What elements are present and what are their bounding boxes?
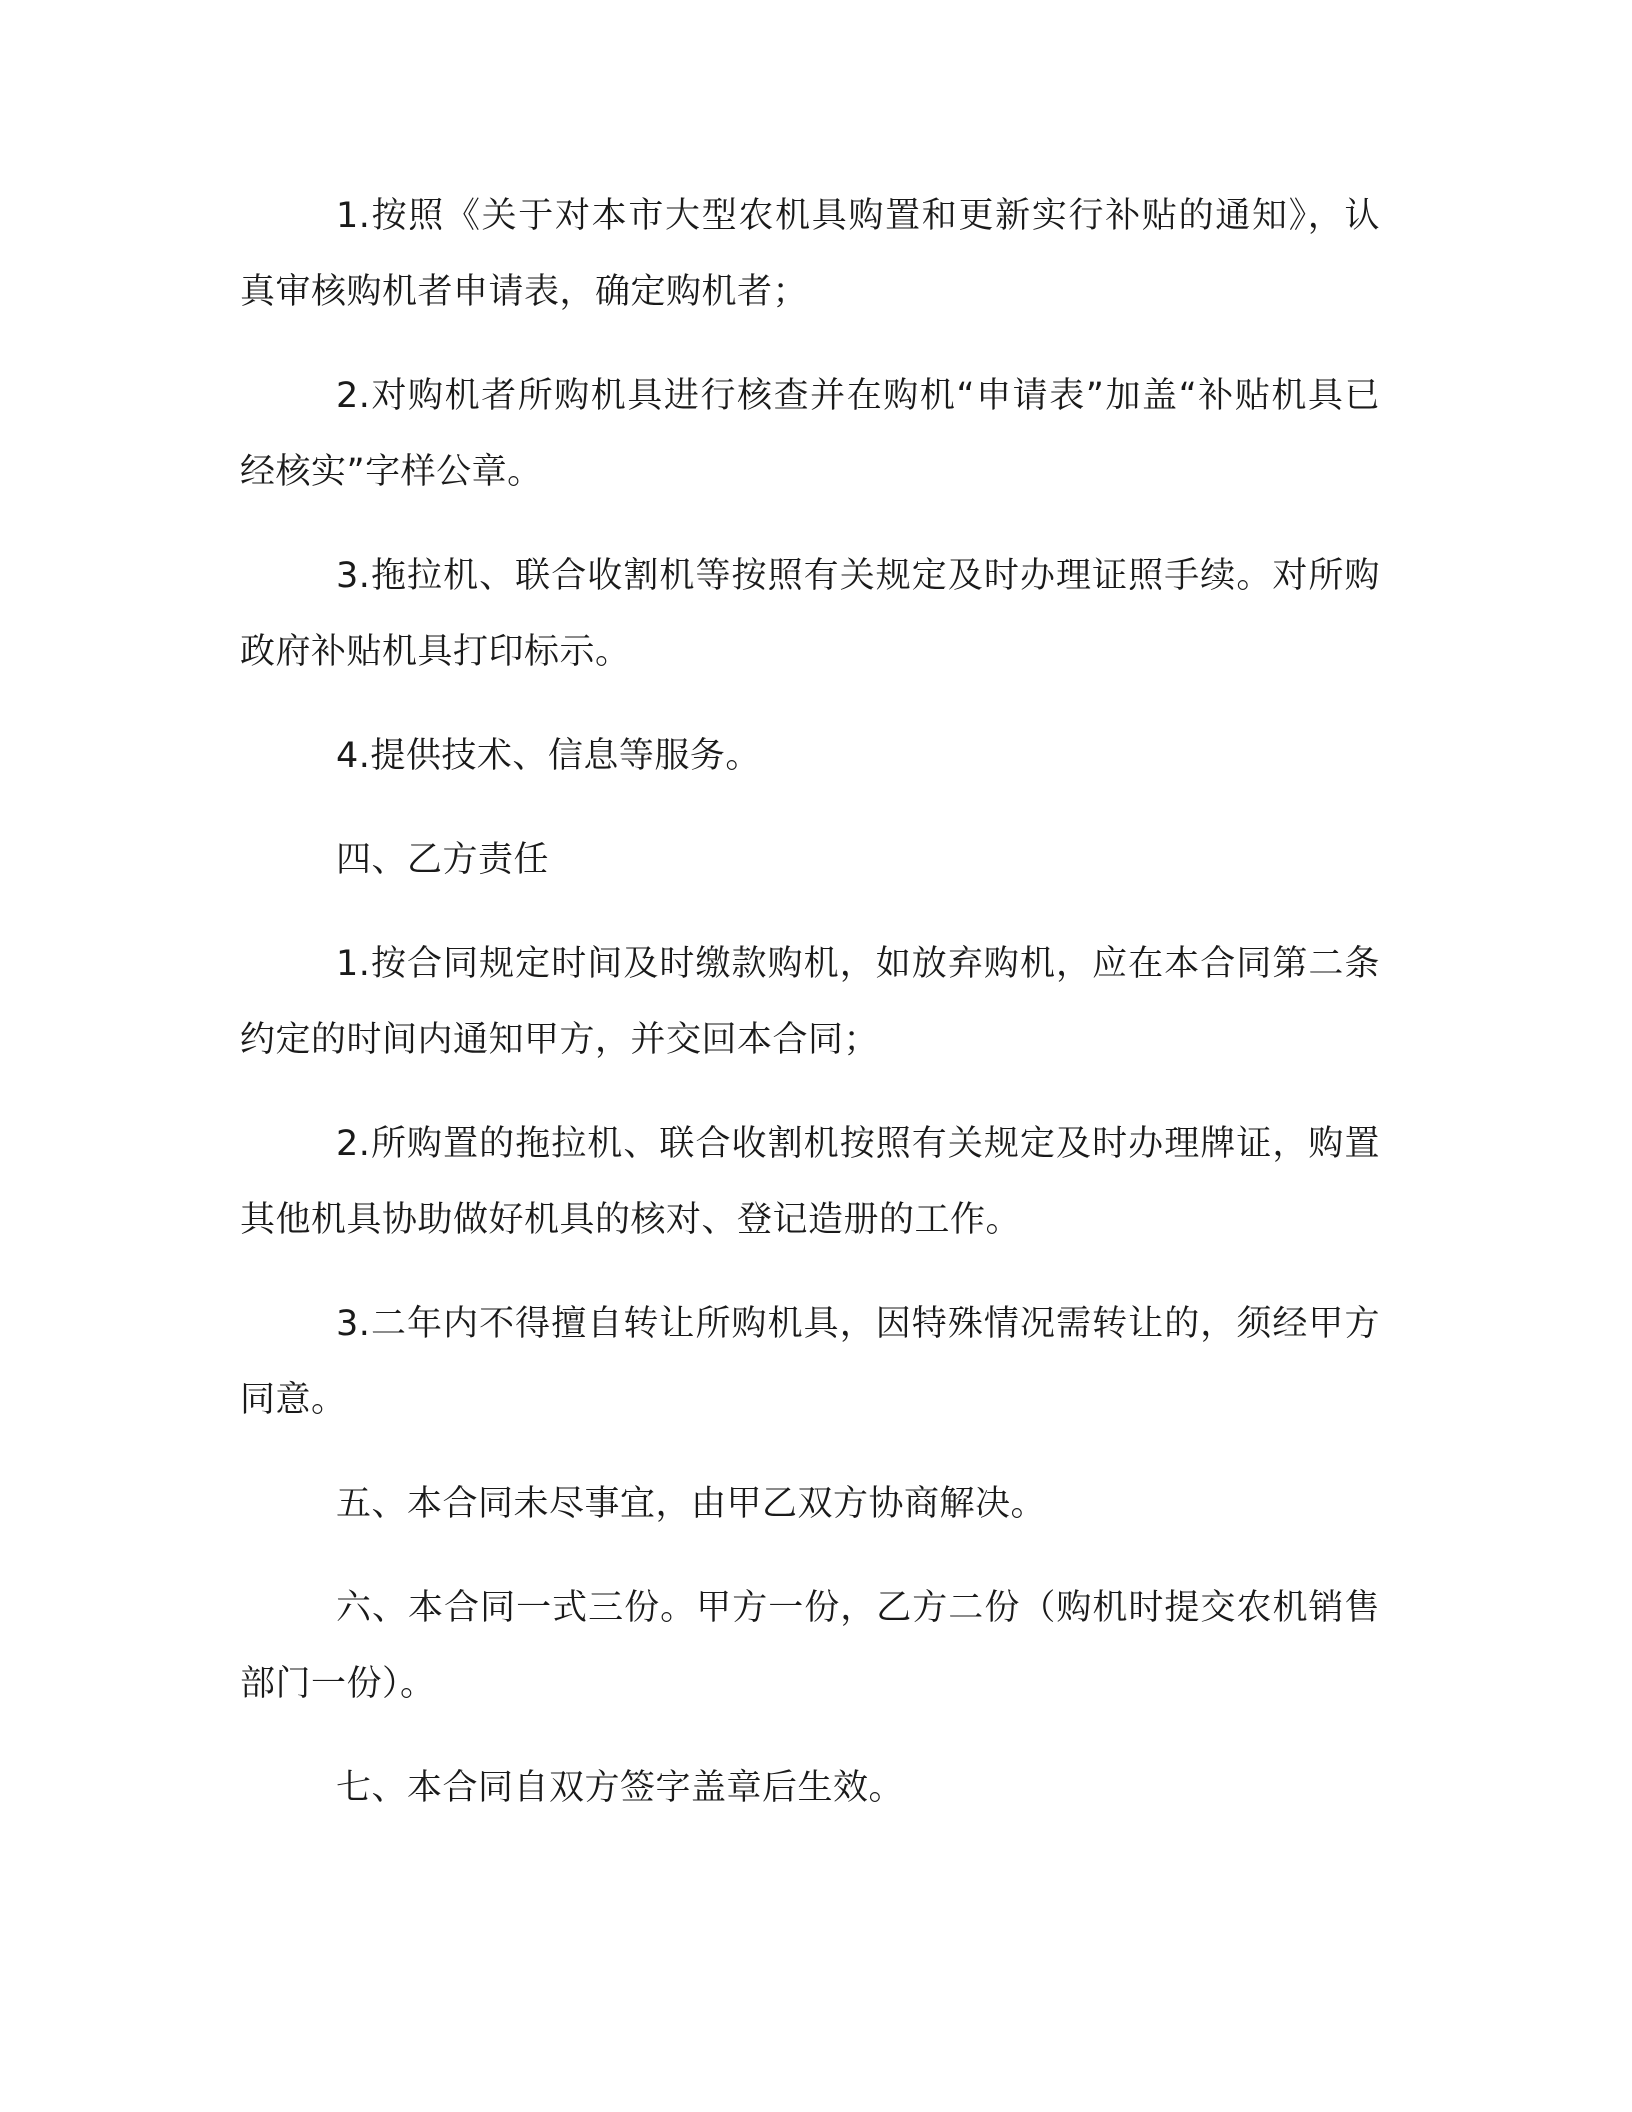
- paragraph-2: 2.对购机者所购机具进行核查并在购机“申请表”加盖“补贴机具已经核实”字样公章。: [240, 376, 1380, 492]
- section-heading-party-b: 四、乙方责任: [336, 840, 550, 880]
- paragraph-3: 3.拖拉机、联合收割机等按照有关规定及时办理证照手续。对所购政府补贴机具打印标示。: [240, 556, 1380, 672]
- paragraph-8: 3.二年内不得擅自转让所购机具，因特殊情况需转让的，须经甲方同意。: [240, 1304, 1380, 1420]
- clause-seven: 七、本合同自双方签字盖章后生效。: [336, 1768, 905, 1808]
- paragraph-4: 4.提供技术、信息等服务。: [336, 736, 761, 776]
- clause-six: 六、本合同一式三份。甲方一份，乙方二份（购机时提交农机销售部门一份）。: [240, 1588, 1380, 1704]
- paragraph-7: 2.所购置的拖拉机、联合收割机按照有关规定及时办理牌证，购置其他机具协助做好机具的核对、登记造册的工作。: [240, 1124, 1380, 1240]
- document-body: [240, 178, 1380, 1854]
- paragraph-6: 1.按合同规定时间及时缴款购机，如放弃购机，应在本合同第二条约定的时间内通知甲方，并交回本合同；: [240, 944, 1380, 1060]
- clause-five: 五、本合同未尽事宜，由甲乙双方协商解决。: [336, 1484, 1047, 1524]
- paragraph-1: 1.按照《关于对本市大型农机具购置和更新实行补贴的通知》，认真审核购机者申请表，确定购机者；: [240, 196, 1380, 312]
